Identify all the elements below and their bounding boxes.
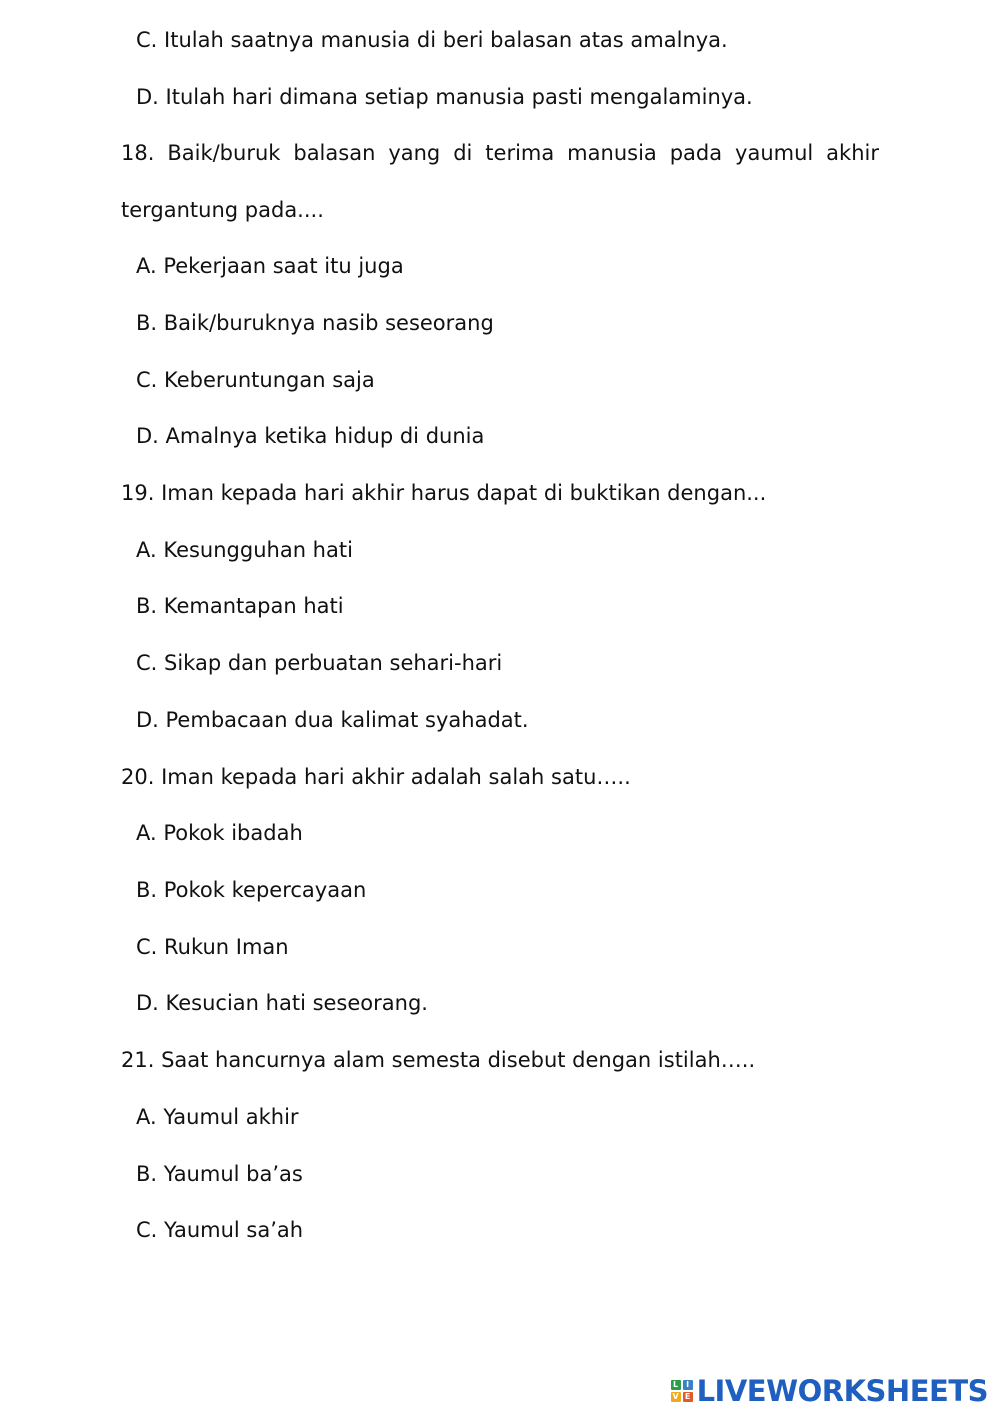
option-19b: B. Kemantapan hati [136, 594, 344, 618]
liveworksheets-wordmark: LIVEWORKSHEETS [696, 1374, 988, 1408]
option-18b: B. Baik/buruknya nasib seseorang [136, 311, 494, 335]
question-18-line-1: 18. Baik/buruk balasan yang di terima manusia pada yaumul akhir [121, 141, 879, 165]
question-18-line-2: tergantung pada.... [121, 198, 324, 222]
option-20b: B. Pokok kepercayaan [136, 878, 367, 902]
question-19: 19. Iman kepada hari akhir harus dapat di buktikan dengan... [121, 481, 767, 505]
option-17d: D. Itulah hari dimana setiap manusia pasti mengalaminya. [136, 85, 753, 109]
liveworksheets-logo-icon: L I V E [671, 1380, 693, 1402]
option-20a: A. Pokok ibadah [136, 821, 303, 845]
option-18a: A. Pekerjaan saat itu juga [136, 254, 404, 278]
option-19d: D. Pembacaan dua kalimat syahadat. [136, 708, 529, 732]
question-20: 20. Iman kepada hari akhir adalah salah satu….. [121, 765, 631, 789]
option-18d: D. Amalnya ketika hidup di dunia [136, 424, 485, 448]
option-20d: D. Kesucian hati seseorang. [136, 991, 428, 1015]
option-18c: C. Keberuntungan saja [136, 368, 375, 392]
option-20c: C. Rukun Iman [136, 935, 289, 959]
option-17c: C. Itulah saatnya manusia di beri balasan atas amalnya. [136, 28, 728, 52]
question-21: 21. Saat hancurnya alam semesta disebut dengan istilah….. [121, 1048, 756, 1072]
option-19a: A. Kesungguhan hati [136, 538, 353, 562]
option-19c: C. Sikap dan perbuatan sehari-hari [136, 651, 503, 675]
liveworksheets-watermark [671, 1374, 988, 1408]
option-21c: C. Yaumul sa’ah [136, 1218, 304, 1242]
option-21a: A. Yaumul akhir [136, 1105, 299, 1129]
option-21b: B. Yaumul ba’as [136, 1162, 303, 1186]
